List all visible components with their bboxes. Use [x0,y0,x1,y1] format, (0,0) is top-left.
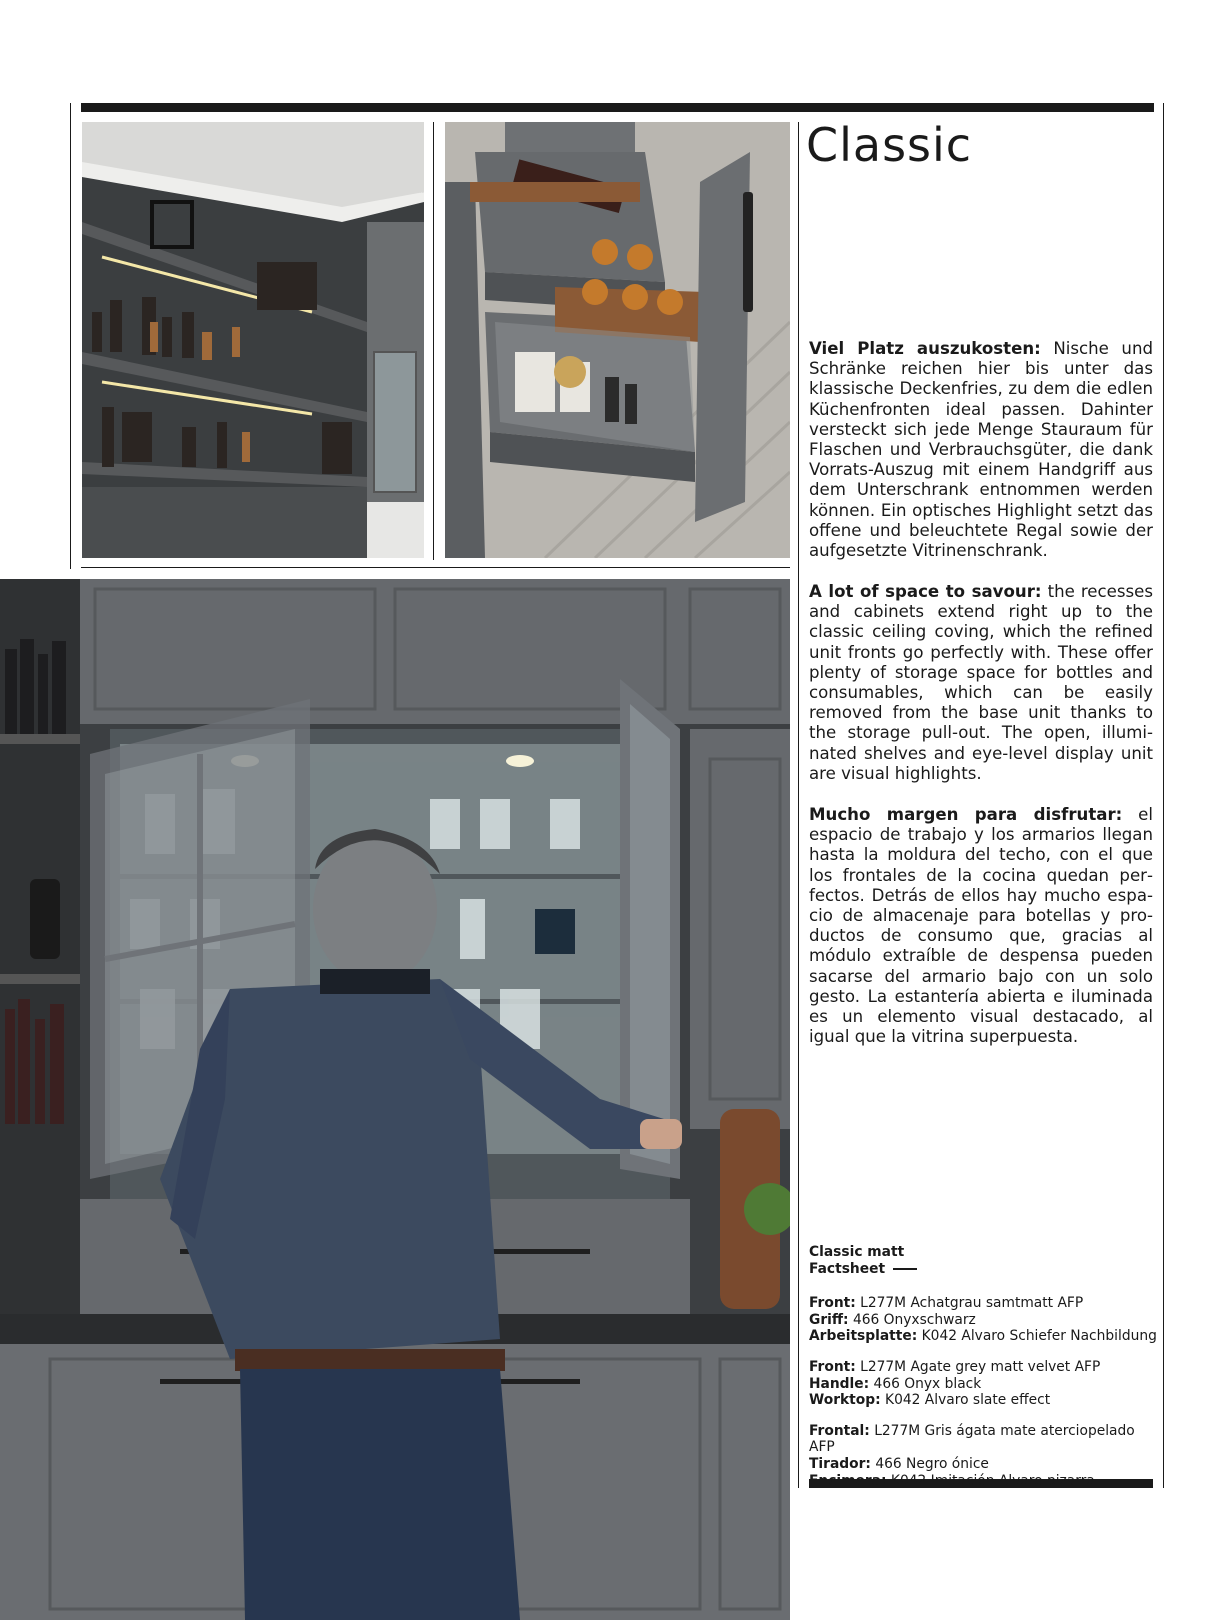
body-paragraph-en [809,582,1153,784]
body-paragraph-es [809,805,1153,1047]
factsheet-label: Tirador: [809,1455,871,1472]
factsheet-row [809,1328,1159,1345]
paragraph-text: el espacio de trabajo y los armarios llegan hasta la moldura del techo, con el que los frontales de la cocina quedan perfectos. Detrás de ellos hay mucho espacio de almacenaje para botellas y productos de consumo que, gracias al módulo extraíble de despensa pueden sacarse del armario bajo con un solo gesto. La estantería abierta e iluminada es un elemento visual destacado, al igual que la vitrina superpuesta. [809,805,1153,1047]
photo-divider-line [433,122,434,560]
factsheet-label: Front: [809,1295,856,1312]
factsheet-label: Front: [809,1358,856,1375]
column-divider-line [798,122,799,1488]
factsheet-value: L277M Achatgrau samtmatt AFP [855,1295,1084,1312]
factsheet-value: 466 Negro ónice [870,1455,989,1472]
paragraph-lead: Mucho margen para disfrutar: [809,805,1123,824]
factsheet-group-es [809,1423,1159,1489]
dash-decoration [893,1268,917,1270]
factsheet-subtitle-text: Factsheet [809,1260,886,1277]
paragraph-text: the recesses and cabinets extend right up to the classic ceiling coving, which the refined unit fronts go perfectly with. These offer plenty of storage space for bottles and consumables, which can be easily removed from the base unit thanks to the storage pull-out. The open, illuminated shelves and eye-level display unit are visual highlights. [809,582,1153,783]
factsheet-group-en [809,1359,1159,1409]
factsheet-value: K042 Alvaro Schiefer Nachbildung [917,1328,1157,1345]
pullout-photo [445,122,790,558]
factsheet-subtitle [809,1261,1159,1278]
right-frame-line [1163,103,1164,1488]
factsheet-row [809,1473,1159,1490]
factsheet-row [809,1423,1159,1456]
factsheet-value: L277M Agate grey matt velvet AFP [855,1358,1101,1375]
factsheet-row [809,1295,1159,1312]
factsheet-value: L277M Gris ágata mate aterciopelado AFP [809,1422,1135,1456]
factsheet-row [809,1392,1159,1409]
factsheet-value: 466 Onyxschwarz [848,1311,976,1328]
paragraph-lead: Viel Platz auszukosten: [809,339,1041,358]
paragraph-text: Nische und Schränke reichen hier bis unter das klassische Deckenfries, zu dem die edlen Küchenfronten ideal passen. Dahinter versteckt sich jede Menge Stauraum für Flaschen und Verbrauchsgüter, die dank Vorrats-Auszug mit einem Handgriff aus dem Unterschrank entnommen werden können. Ein optisches Highlight setzt das offene und beleuchtete Regal sowie der aufgesetzte Vitrinenschrank. [809,339,1153,561]
factsheet-value: K042 Alvaro slate effect [880,1392,1051,1409]
factsheet-label: Frontal: [809,1422,870,1439]
factsheet-row [809,1456,1159,1473]
shelf-photo [82,122,424,558]
paragraph-lead: A lot of space to savour: [809,582,1042,601]
factsheet-value: 466 Onyx black [869,1375,982,1392]
factsheet-value: K042 Imitación Alvaro pizarra [886,1472,1095,1489]
factsheet-group-de [809,1295,1159,1345]
body-paragraph-de [809,339,1153,561]
factsheet-row [809,1376,1159,1393]
top-rule [81,103,1154,112]
factsheet [809,1244,1159,1489]
display-cabinet-photo [0,579,790,1620]
factsheet-label: Worktop: [809,1392,881,1409]
factsheet-label: Encimera: [809,1472,887,1489]
factsheet-label: Handle: [809,1375,870,1392]
left-frame-line [70,103,71,569]
factsheet-row [809,1359,1159,1376]
factsheet-title: Classic matt [809,1244,905,1260]
factsheet-label: Arbeitsplatte: [809,1328,918,1345]
factsheet-row [809,1312,1159,1329]
page-title: Classic [806,118,973,172]
photo-bottom-rule [81,567,790,568]
factsheet-label: Griff: [809,1311,849,1328]
